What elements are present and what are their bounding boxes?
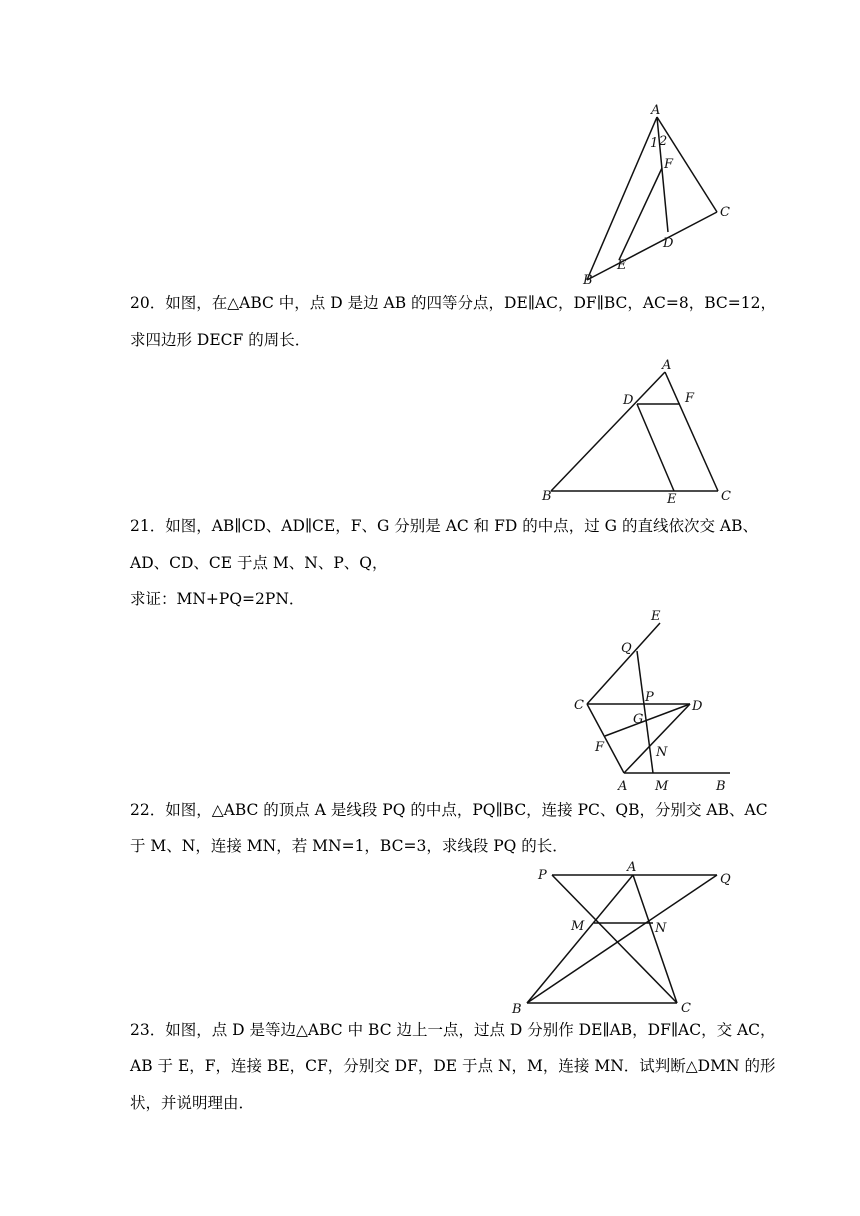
label-D: D	[692, 699, 703, 714]
label-P: P	[538, 868, 547, 883]
label-D: D	[623, 393, 634, 408]
segment-QB	[527, 875, 717, 1003]
label-E: E	[667, 492, 677, 507]
segment-AC	[665, 372, 718, 491]
label-Q: Q	[621, 641, 632, 656]
label-D: D	[663, 236, 674, 251]
problem-22-line-1: 22．如图，△ABC 的顶点 A 是线段 PQ 的中点，PQ∥BC，连接 PC、QB，分别交 AB、AC	[130, 801, 768, 819]
label-B: B	[542, 489, 552, 504]
label-P: P	[645, 690, 654, 705]
label-F: F	[595, 740, 605, 755]
label-A: A	[627, 860, 637, 875]
label-F: F	[685, 391, 695, 406]
segment-DE	[637, 404, 674, 491]
label-B: B	[583, 273, 593, 288]
label-E: E	[651, 609, 661, 624]
label-two: 2	[659, 134, 668, 149]
problem-23-line-3: 状，并说明理由．	[130, 1094, 255, 1112]
label-E: E	[617, 258, 627, 273]
label-N: N	[656, 745, 668, 760]
problem-21-line-2: AD、CD、CE 于点 M、N、P、Q，	[130, 554, 388, 572]
label-B: B	[716, 779, 726, 794]
label-B: B	[512, 1002, 522, 1017]
problem-21-line-1: 21．如图，AB∥CD、AD∥CE，F、G 分别是 AC 和 FD 的中点，过 G 的直线依次交 AB、	[130, 517, 758, 535]
figure-problem-21	[565, 605, 735, 795]
figure-22-lines	[527, 875, 717, 1003]
segment-AB	[587, 117, 657, 280]
problem-22-line-2: 于 M、N，连接 MN，若 MN=1，BC=3，求线段 PQ 的长．	[130, 837, 568, 855]
label-A: A	[662, 358, 672, 373]
label-N: N	[655, 921, 667, 936]
segment-EF	[619, 168, 662, 260]
problem-20-line-1: 20．如图，在△ABC 中，点 D 是边 AB 的四等分点，DE∥AC，DF∥BC，AC=8，BC=12，	[130, 294, 777, 312]
label-F: F	[664, 157, 674, 172]
problem-23-line-2: AB 于 E，F，连接 BE，CF，分别交 DF，DE 于点 N，M，连接 MN．试判断△DMN 的形	[130, 1057, 776, 1075]
segment-PC	[552, 875, 677, 1003]
figure-20-lines	[551, 372, 718, 491]
problem-21-line-3: 求证：MN+PQ=2PN．	[130, 590, 305, 608]
problem-20-line-2: 求四边形 DECF 的周长．	[130, 331, 311, 349]
label-G: G	[633, 712, 644, 727]
figure-problem-20	[535, 355, 735, 505]
label-C: C	[720, 205, 730, 220]
segment-AC	[633, 875, 677, 1003]
label-A: A	[651, 103, 661, 118]
label-A: A	[618, 779, 628, 794]
segment-AB	[527, 875, 633, 1003]
label-C: C	[721, 489, 731, 504]
segment-BC	[587, 212, 717, 280]
problem-23-line-1: 23．如图，点 D 是等边△ABC 中 BC 边上一点，过点 D 分别作 DE∥AB，DF∥AC，交 AC，	[130, 1021, 776, 1039]
segment-CA	[587, 704, 624, 773]
label-one: 1	[650, 136, 659, 151]
label-C: C	[681, 1001, 691, 1016]
figure-problem-22	[505, 855, 740, 1020]
label-M: M	[655, 779, 669, 794]
label-C: C	[574, 698, 584, 713]
label-M: M	[571, 919, 585, 934]
figure-problem-19	[575, 100, 735, 290]
label-Q: Q	[720, 872, 731, 887]
